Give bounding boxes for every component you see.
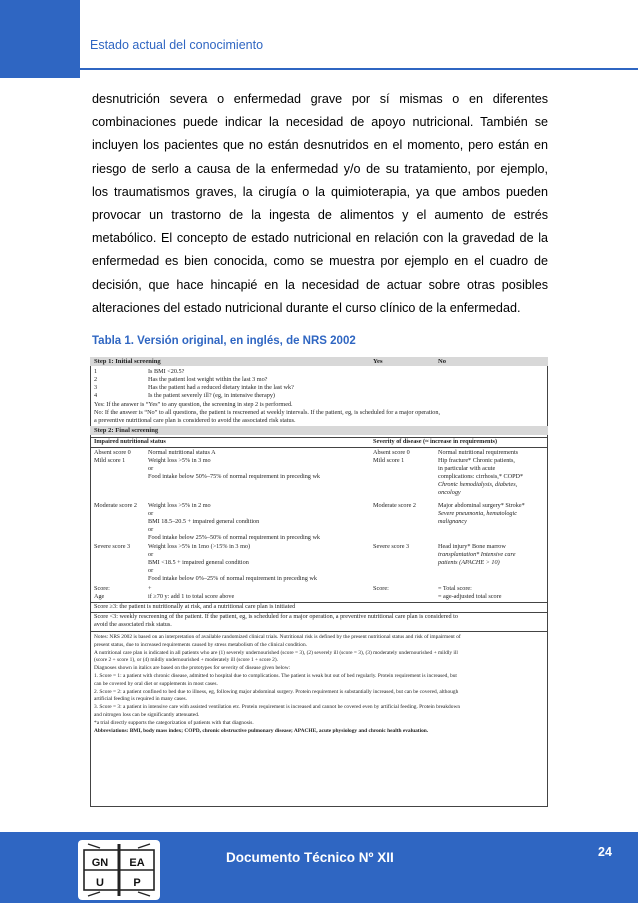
q-number: 4 (94, 392, 98, 399)
note-line: present status, due to increased requirements caused by stress metabolism of the clinical condition. (94, 641, 308, 648)
step2-title: Step 2: Final screening (94, 427, 159, 434)
mild-label: Mild score 1 (94, 457, 126, 464)
q-number: 1 (94, 368, 98, 375)
table-caption: Tabla 1. Versión original, en inglés, de NRS 2002 (92, 335, 356, 347)
note-line: Notes: NRS 2002 is based on an interpretation of available randomized clinical trials. Nutritional risk is defined by the present nutritional status and risk of impairment of (94, 634, 461, 640)
moderate-label: Moderate score 2 (373, 502, 416, 509)
moderate-severity: malignancy (438, 518, 467, 525)
body-line: riesgo de serlo a causa de la enfermedad y/o de su tratamiento, por ejemplo, (92, 161, 548, 176)
col-yes: Yes (373, 358, 383, 365)
mild-desc: Food intake below 50%–75% of normal requirement in preceding wk (148, 473, 321, 480)
table-rule (90, 631, 548, 632)
gneaup-logo (78, 840, 160, 900)
step2-header (90, 426, 548, 435)
col-no: No (438, 358, 447, 365)
body-line: combinaciones puede indicar la necesidad de apoyo nutricional. También se (92, 115, 548, 130)
score-label: Score: (373, 585, 389, 592)
mild-severity: complications: cirrhosis,* COPD* (438, 473, 524, 480)
score-label: Score: (94, 585, 110, 592)
mild-severity: in particular with acute (438, 465, 496, 472)
severe-severity: transplantation* Intensive care (438, 551, 516, 558)
logo-text: P (133, 877, 141, 889)
body-line: incluyen los pacientes que no están desnutridos en el momento, pero están en (92, 138, 548, 153)
age-adjusted-score: = age-adjusted total score (438, 593, 502, 600)
page-number: 24 (598, 845, 612, 859)
mild-label: Mild score 1 (373, 457, 405, 464)
severe-severity: patients (APACHE > 10) (438, 559, 500, 566)
note-line: A nutritional care plan is indicated in all patients who are (1) severely undernourished (score = 3), (2) severely ill (score = 3), (3) moderately undernourished + mildly ill (94, 649, 458, 656)
score-low-note: Score <3: weekly rescreening of the patient. If the patient, eg, is scheduled for a major operation, a preventive nutritional care plan is considered to (94, 613, 458, 620)
step1-title: Step 1: Initial screening (94, 358, 161, 365)
severe-severity: Head injury* Bone marrow (438, 543, 506, 550)
logo-text: EA (129, 857, 145, 869)
step1-header (90, 357, 548, 366)
score-plus: + (148, 585, 152, 592)
q-text: Has the patient lost weight within the last 3 mo? (148, 376, 268, 383)
note-line: *a trial directly supports the categorization of patients with that diagnosis. (94, 719, 254, 726)
score-low-note: avoid the associated risk status. (94, 621, 172, 628)
moderate-label: Moderate score 2 (94, 502, 137, 509)
severe-desc: BMI <18.5 + impaired general condition (148, 559, 249, 566)
q-text: Has the patient had a reduced dietary intake in the last wk? (148, 384, 294, 391)
severe-desc: or (148, 567, 154, 574)
logo-mark-icon (78, 840, 160, 900)
no-note: No: If the answer is “No” to all questions, the patient is rescreened at weekly intervals. If the patient, eg, is scheduled for a major operation, (94, 409, 441, 416)
mild-severity: Hip fracture* Chronic patients, (438, 457, 515, 464)
body-line: provocar un trastorno de la ingesta de alimentos y el aumento de estrés (92, 208, 548, 223)
body-line: los traumatismos graves, la cirugía o la quimioterapia, ya que ambos pueden (92, 184, 548, 199)
q-text: Is BMI <20.5? (148, 368, 185, 375)
header-rule (80, 68, 638, 70)
logo-text: U (96, 877, 104, 889)
body-line: alteraciones del estado nutricional durante el curso clínico de la enfermedad. (92, 300, 521, 315)
age-label: Age (94, 593, 105, 600)
absent-label: Absent score 0 (94, 449, 131, 456)
note-line: and nitrogen loss can be significantly attenuated. (94, 711, 200, 718)
age-desc: if ≥70 y: add 1 to total score above (148, 593, 235, 600)
logo-text: GN (91, 857, 109, 869)
moderate-severity: Major abdominal surgery* Stroke* (438, 502, 525, 509)
score-high-note: Score ≥3: the patient is nutritionally at risk, and a nutritional care plan is initiated (94, 603, 296, 610)
mild-desc: or (148, 465, 154, 472)
moderate-desc: Food intake below 25%–50% of normal requirement in preceding wk (148, 534, 321, 541)
absent-desc: Normal nutritional requirements (438, 449, 519, 456)
moderate-desc: BMI 18.5–20.5 + impaired general condition (148, 518, 260, 525)
yes-note: Yes: If the answer is “Yes” to any question, the screening in step 2 is performed. (94, 401, 293, 408)
severe-desc: or (148, 551, 154, 558)
moderate-desc: or (148, 510, 154, 517)
moderate-severity: Severe pneumonia, hematologic (438, 510, 517, 517)
note-line: artificial feeding is required in many cases. (94, 696, 187, 703)
q-number: 3 (94, 384, 98, 391)
note-line: (score 2 + score 1), or (4) mildly undernourished + moderately ill (score 1 + score 2). (94, 657, 278, 664)
q-number: 2 (94, 376, 98, 383)
mild-desc: Weight loss >5% in 3 mo (148, 457, 211, 464)
moderate-desc: Weight loss >5% in 2 mo (148, 502, 211, 509)
absent-desc: Normal nutritional status A (148, 449, 216, 456)
header-side-block (0, 0, 80, 78)
col-impaired: Impaired nutritional status (94, 438, 166, 445)
severe-desc: Weight loss >5% in 1mo (>15% in 3 mo) (148, 543, 251, 550)
table-notes (94, 634, 546, 735)
body-line: enfermedad es bien conocida, como se muestra por ejemplo en el cuadro de (92, 254, 548, 269)
mild-severity: Chronic hemodialysis, diabetes, (438, 481, 518, 488)
note-line: 3. Score = 3: a patient in intensive care with assisted ventilation etc. Protein requirement is increased and cannot be covered even by artificial feeding. Protein breakdown (94, 704, 461, 711)
footer-title: Documento Técnico Nº XII (226, 850, 394, 865)
body-paragraph (92, 88, 548, 320)
severe-label: Severe score 3 (373, 543, 410, 550)
table-rule (90, 447, 548, 448)
moderate-desc: or (148, 526, 154, 533)
note-line: 2. Score = 2: a patient confined to bed due to illness, eg, following major abdominal surgery. Protein requirement is substantially increased, but can be covered, although (94, 688, 459, 695)
q-text: Is the patient severely ill? (eg, in intensive therapy) (148, 392, 275, 399)
note-line: can be covered by oral diet or supplements in most cases. (94, 680, 218, 687)
header-title: Estado actual del conocimiento (90, 38, 264, 52)
nrs-2002-table (90, 357, 548, 807)
body-line: desnutrición severa o enfermedad grave por sí mismas o en diferentes (92, 92, 548, 106)
no-note: a preventive nutritional care plan is considered to avoid the associated risk status. (94, 417, 296, 424)
body-line: decisión, que hace hincapié en la necesidad de actuar sobre otras posibles (92, 277, 548, 292)
severe-desc: Food intake below 0%–25% of normal requirement in preceding wk (148, 575, 317, 582)
note-line: Abbreviations: BMI, body mass index; COPD, chronic obstructive pulmonary disease; APACHE, acute physiology and chronic health evaluation. (94, 727, 429, 734)
total-score: = Total score: (438, 585, 472, 592)
absent-label: Absent score 0 (373, 449, 410, 456)
body-line: metabólico. El concepto de estado nutricional en relación con la gravedad de la (92, 231, 548, 246)
mild-severity: oncology (438, 489, 461, 496)
note-line: 1. Score = 1: a patient with chronic disease, admitted to hospital due to complications. The patient is weak but out of bed regularly. Protein requirement is increased, but (94, 672, 457, 679)
col-severity: Severity of disease (≈ increase in requirements) (373, 438, 498, 445)
severe-label: Severe score 3 (94, 543, 131, 550)
note-line: Diagnoses shown in italics are based on the prototypes for severity of disease given below: (94, 665, 291, 672)
